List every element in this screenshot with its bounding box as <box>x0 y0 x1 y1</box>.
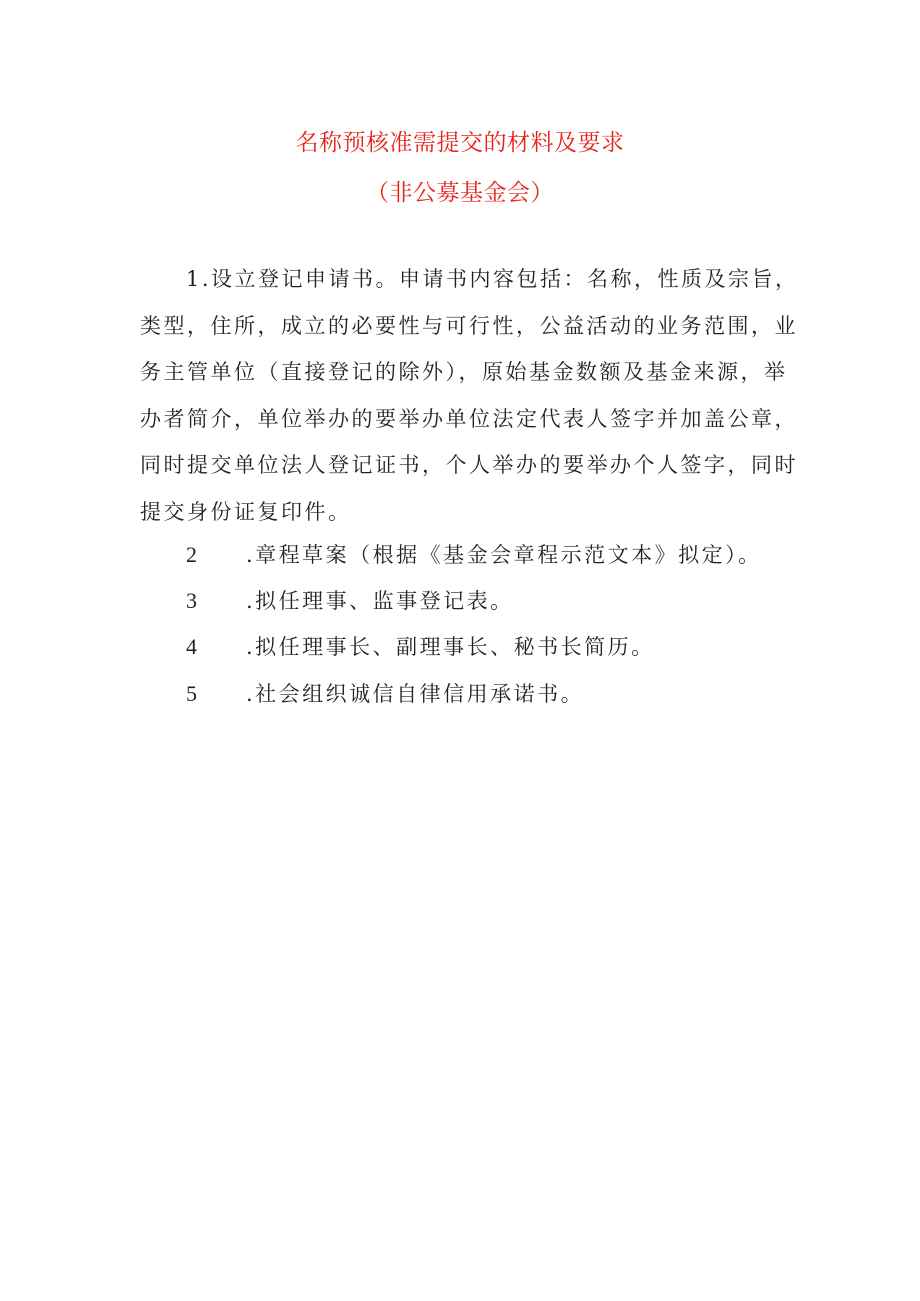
list-item-3 <box>186 578 514 624</box>
list-item-2 <box>186 532 762 578</box>
item-4-text: .拟任理事长、副理事长、秘书长简历。 <box>246 635 655 659</box>
item-5-text: .社会组织诚信自律信用承诺书。 <box>246 682 585 706</box>
item-2-number: 2 <box>186 542 197 567</box>
list-item-5 <box>186 671 584 717</box>
item-4-number: 4 <box>186 634 197 659</box>
item-2-text: .章程草案（根据《基金会章程示范文本》拟定）。 <box>246 543 762 567</box>
item-3-number: 3 <box>186 588 197 613</box>
item-1-text: .设立登记申请书。申请书内容包括：名称，性质及宗旨，类型，住所，成立的必要性与可行性，公益活动的业务范围，业务主管单位（直接登记的除外），原始基金数额及基金来源，举办者简介，单位举办的要举办单位法定代表人签字并加盖公章，同时提交单位法人登记证书，个人举办的要举办个人签字，同时提交身份证复印件。 <box>140 267 799 524</box>
list-item-4 <box>186 624 655 670</box>
item-1-number: 1 <box>186 267 202 291</box>
list-item-1 <box>140 256 804 535</box>
item-5-number: 5 <box>186 681 197 706</box>
item-3-text: .拟任理事、监事登记表。 <box>246 589 514 613</box>
document-title: 名称预核准需提交的材料及要求 <box>295 130 625 156</box>
document-subtitle: （非公募基金会） <box>366 180 554 206</box>
